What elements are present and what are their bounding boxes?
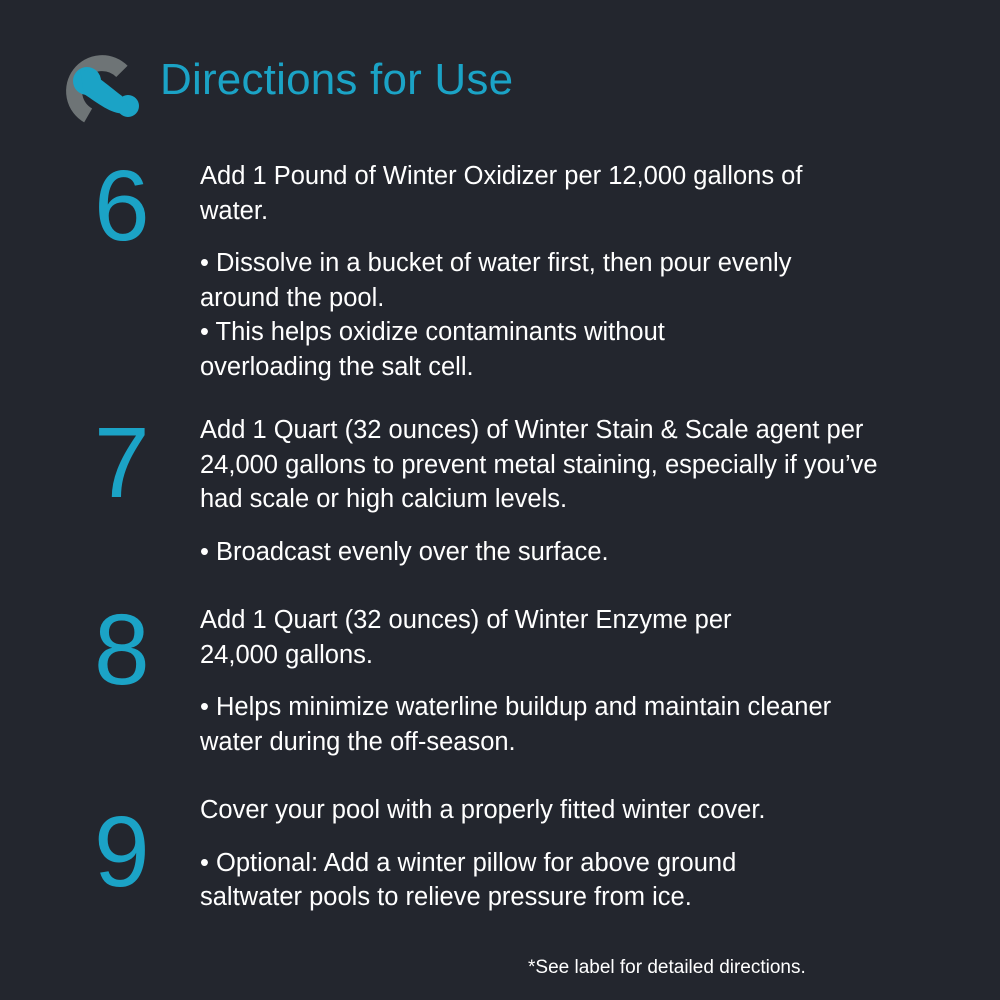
step-body — [200, 793, 880, 915]
step-body — [200, 159, 860, 384]
step-note: • Optional: Add a winter pillow for above ground saltwater pools to relieve pressure from ice. — [200, 848, 737, 911]
step-instruction: Add 1 Quart (32 ounces) of Winter Stain & Scale agent per 24,000 gallons to prevent metal staining, especially if you’ve had scale or high calcium levels. — [200, 416, 878, 513]
step-notes — [200, 846, 880, 915]
step-instruction: Cover your pool with a properly fitted winter cover. — [200, 796, 766, 824]
step-note: • Dissolve in a bucket of water first, then pour evenly around the pool. — [200, 249, 792, 312]
footnote: *See label for detailed directions. — [528, 957, 806, 978]
step-number: 8 — [94, 594, 150, 706]
step-instruction: Add 1 Pound of Winter Oxidizer per 12,000 gallons of water. — [200, 162, 803, 225]
step-note: • This helps oxidize contaminants without overloading the salt cell. — [200, 318, 665, 381]
step-notes — [200, 690, 832, 759]
step-note: • Helps minimize waterline buildup and maintain cleaner water during the off-season. — [200, 693, 832, 756]
step-notes — [200, 535, 890, 570]
page-title: Directions for Use — [160, 55, 514, 104]
step-body — [200, 603, 832, 759]
step-instruction: Add 1 Quart (32 ounces) of Winter Enzyme per 24,000 gallons. — [200, 606, 732, 669]
step-number: 6 — [94, 150, 150, 262]
step-body — [200, 413, 890, 569]
brand-logo-icon — [44, 36, 144, 124]
step-note: • Broadcast evenly over the surface. — [200, 537, 609, 566]
step-notes — [200, 246, 860, 384]
step-number: 9 — [94, 796, 150, 908]
step-number: 7 — [94, 407, 150, 519]
header — [44, 36, 144, 124]
